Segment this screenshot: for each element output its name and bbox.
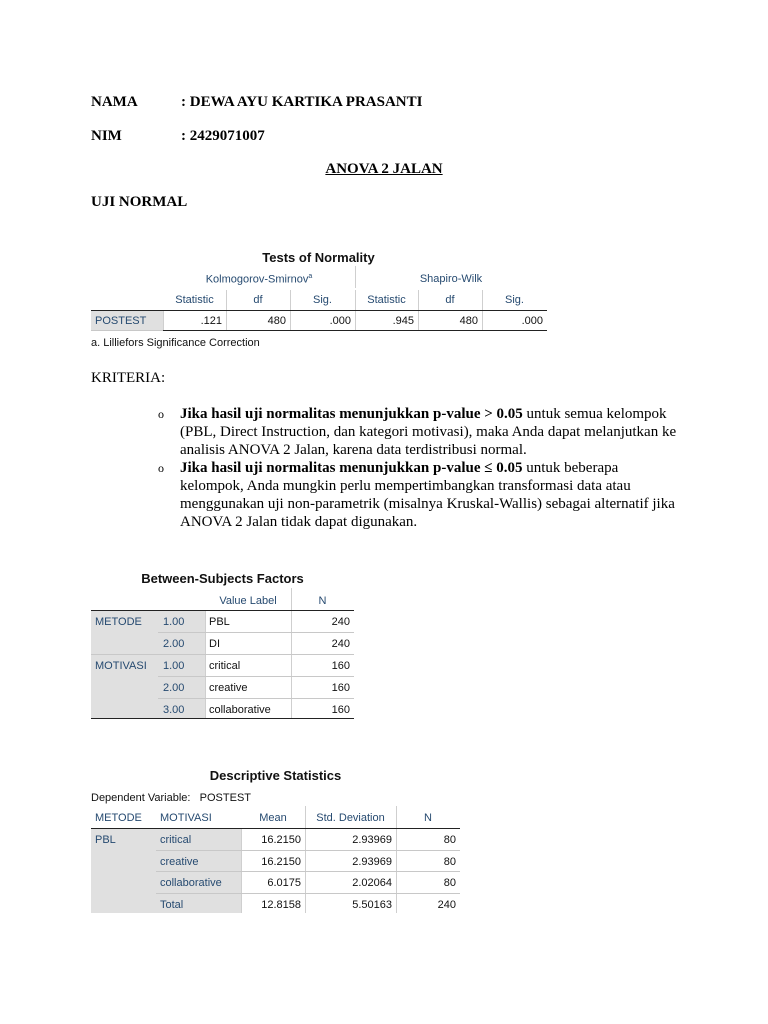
motivasi-label: Total (160, 899, 184, 911)
nim-label: NIM (91, 128, 122, 144)
ks-sig-header: Sig. (313, 294, 332, 306)
between-title: Between-Subjects Factors (141, 571, 304, 586)
mean-value: 16.2150 (261, 834, 301, 846)
sw-df-value: 480 (459, 315, 478, 327)
ks-df-value: 480 (267, 315, 286, 327)
sw-sig-header: Sig. (505, 294, 524, 306)
section-title: UJI NORMAL (91, 194, 188, 210)
sw-df-header: df (445, 294, 455, 306)
kriteria-list (158, 405, 678, 531)
sd-value: 5.50163 (352, 899, 392, 911)
level-value: 1.00 (163, 616, 185, 628)
motivasi-label: creative (160, 856, 199, 868)
name-label: NAMA (91, 94, 138, 110)
n-value: 160 (331, 682, 350, 694)
value-label-header: Value Label (219, 595, 277, 607)
level-value: 2.00 (163, 638, 185, 650)
sd-value: 2.93969 (352, 834, 392, 846)
level-value: 3.00 (163, 704, 185, 716)
sw-sig-value: .000 (521, 315, 543, 327)
value-label: critical (209, 660, 241, 672)
ks-group-header: Kolmogorov-Smirnov$^a$ (205, 273, 313, 286)
ks-statistic-value: .121 (200, 315, 222, 327)
sd-value: 2.02064 (352, 877, 392, 889)
n-value: 240 (437, 899, 456, 911)
sw-group-header: Shapiro-Wilk (419, 273, 483, 285)
mean-header: Mean (259, 812, 287, 824)
factor-label: METODE (95, 616, 142, 628)
value-label: collaborative (209, 704, 271, 716)
n-header: N (318, 595, 327, 607)
kriteria-item-2: o Jika hasil uji normalitas menunjukkan p-value ≤ 0.05 untuk beberapa kelompok, Anda mungkin perlu mempertimbangkan transformasi data atau menggunakan uji non-parametrik (misalnya Kruskal-Wallis) sebagai alternatif jika ANOVA 2 Jalan tidak dapat digunakan. (158, 460, 675, 530)
main-title: ANOVA 2 JALAN (325, 161, 443, 177)
n-value: 80 (443, 856, 456, 868)
ks-statistic-header: Statistic (175, 294, 214, 306)
kriteria-item-1: o Jika hasil uji normalitas menunjukkan p-value > 0.05 untuk semua kelompok (PBL, Direct Instruction, dan kategori motivasi), maka Anda dapat melanjutkan ke analisis ANOVA 2 Jalan, karena data terdistribusi normal. (158, 406, 677, 458)
value-label: creative (209, 682, 248, 694)
motivasi-label: critical (160, 834, 192, 846)
group-label: PBL (95, 834, 116, 846)
n-header: N (424, 812, 432, 824)
n-value: 80 (443, 834, 456, 846)
value-label: DI (209, 638, 220, 650)
value-label: PBL (209, 616, 230, 628)
dependent-variable: Dependent Variable: POSTEST (91, 792, 251, 804)
sw-statistic-value: .945 (392, 315, 414, 327)
motivasi-label: collaborative (160, 877, 222, 889)
ks-sig-value: .000 (329, 315, 351, 327)
name-value: : DEWA AYU KARTIKA PRASANTI (181, 94, 423, 110)
bullet-marker: o (158, 407, 164, 421)
n-value: 240 (331, 616, 350, 628)
mean-value: 6.0175 (267, 877, 301, 889)
level-value: 1.00 (163, 660, 185, 672)
normality-footnote: a. Lilliefors Significance Correction (91, 337, 260, 349)
sd-header: Std. Deviation (316, 812, 385, 824)
ks-df-header: df (253, 294, 263, 306)
descriptive-title: Descriptive Statistics (209, 768, 342, 783)
n-value: 160 (331, 704, 350, 716)
sw-statistic-header: Statistic (367, 294, 406, 306)
kriteria-label: KRITERIA: (91, 370, 166, 386)
factor-label: MOTIVASI (95, 660, 147, 672)
n-value: 240 (331, 638, 350, 650)
metode-header: METODE (95, 812, 142, 824)
mean-value: 12.8158 (261, 899, 301, 911)
n-value: 160 (331, 660, 350, 672)
postest-row-label: POSTEST (95, 315, 147, 327)
level-value: 2.00 (163, 682, 185, 694)
n-value: 80 (443, 877, 456, 889)
bullet-marker: o (158, 461, 164, 475)
normality-title: Tests of Normality (262, 250, 375, 265)
sd-value: 2.93969 (352, 856, 392, 868)
mean-value: 16.2150 (261, 856, 301, 868)
nim-value: : 2429071007 (181, 128, 265, 144)
motivasi-header: MOTIVASI (160, 812, 212, 824)
